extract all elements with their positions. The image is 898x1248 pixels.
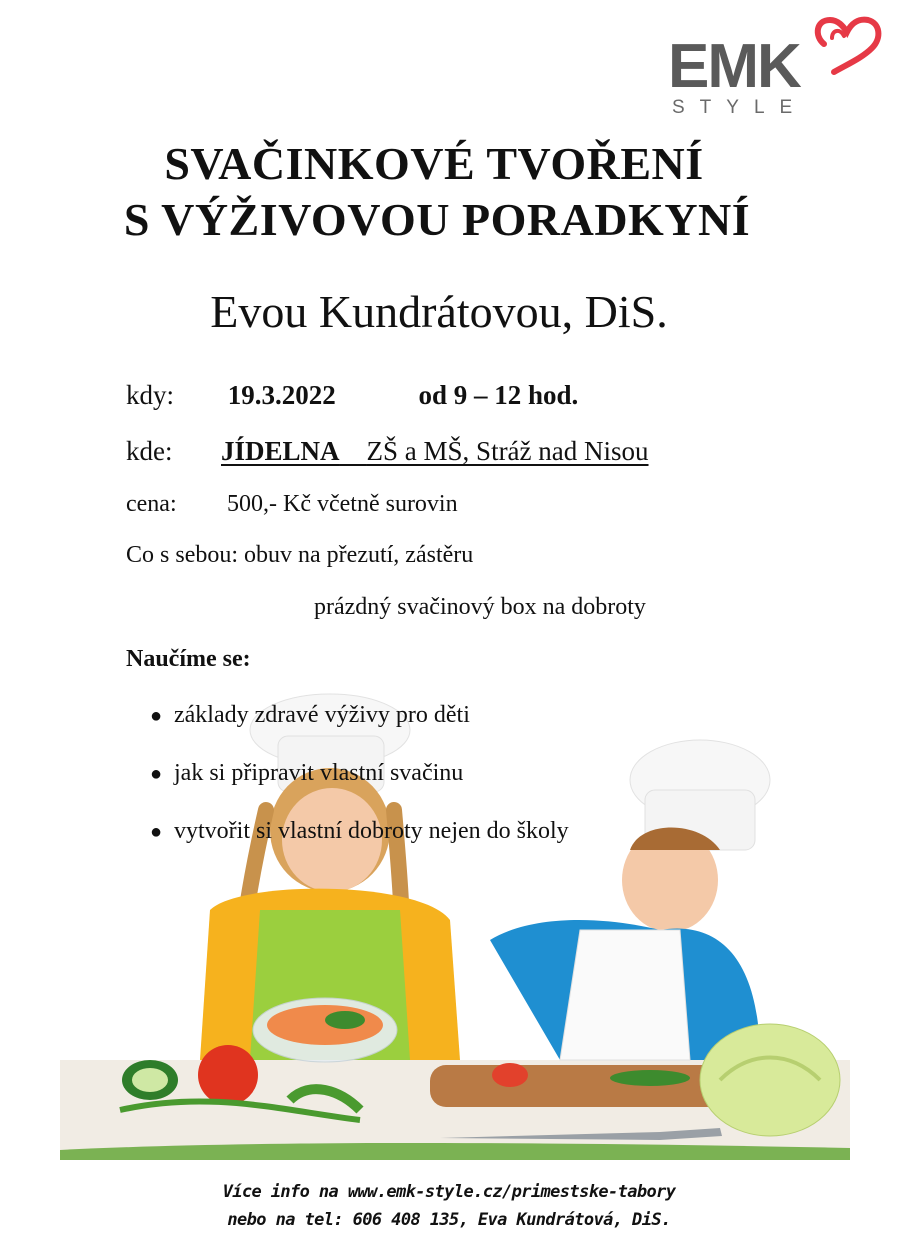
bullet-icon: ●	[150, 705, 163, 727]
title-line-1: SVAČINKOVÉ TVOŘENÍ	[164, 138, 704, 189]
event-time: od 9 – 12 hod.	[418, 380, 579, 410]
list-item: ● vytvořit si vlastní dobroty nejen do školy	[150, 816, 569, 874]
event-date: 19.3.2022	[227, 380, 336, 410]
title-line-2: S VÝŽIVOVOU PORADKYNÍ	[123, 194, 751, 245]
list-item: ● základy zdravé výživy pro děti	[150, 700, 569, 758]
price-row	[126, 489, 458, 519]
where-row	[126, 436, 649, 466]
page-title	[0, 136, 898, 248]
presenter-name: Evou Kundrátovou, DiS.	[210, 286, 668, 337]
learn-heading: Naučíme se:	[126, 646, 251, 672]
school-name: ZŠ a MŠ, Stráž nad Nisou	[366, 436, 649, 466]
event-place	[221, 436, 649, 466]
footer-line-2: nebo na tel: 606 408 135, Eva Kundrátová, DiS.	[227, 1210, 671, 1230]
bring-row	[126, 540, 473, 570]
where-label: kde:	[126, 436, 173, 466]
bring-value-2: prázdný svačinový box na dobroty	[314, 594, 646, 620]
price-value: 500,- Kč včetně surovin	[227, 491, 458, 517]
list-item: ● jak si připravit vlastní svačinu	[150, 758, 569, 816]
bring-label: Co s sebou:	[126, 542, 239, 568]
contact-footer	[0, 1178, 898, 1234]
bring-value-1: obuv na přezutí, zástěru	[244, 542, 474, 568]
when-row	[126, 380, 578, 410]
heart-icon	[810, 14, 884, 80]
logo-subtext: STYLE	[672, 97, 808, 118]
bullet-icon: ●	[150, 763, 163, 785]
logo-text: EMK	[668, 32, 800, 101]
when-label: kdy:	[126, 380, 175, 410]
learn-list	[150, 700, 569, 874]
place-name: JÍDELNA	[221, 436, 340, 466]
emk-style-logo	[664, 14, 884, 124]
bullet-icon: ●	[150, 821, 163, 843]
price-label: cena:	[126, 491, 177, 517]
footer-line-1: Více info na www.emk-style.cz/primestske-tabory	[222, 1182, 676, 1202]
